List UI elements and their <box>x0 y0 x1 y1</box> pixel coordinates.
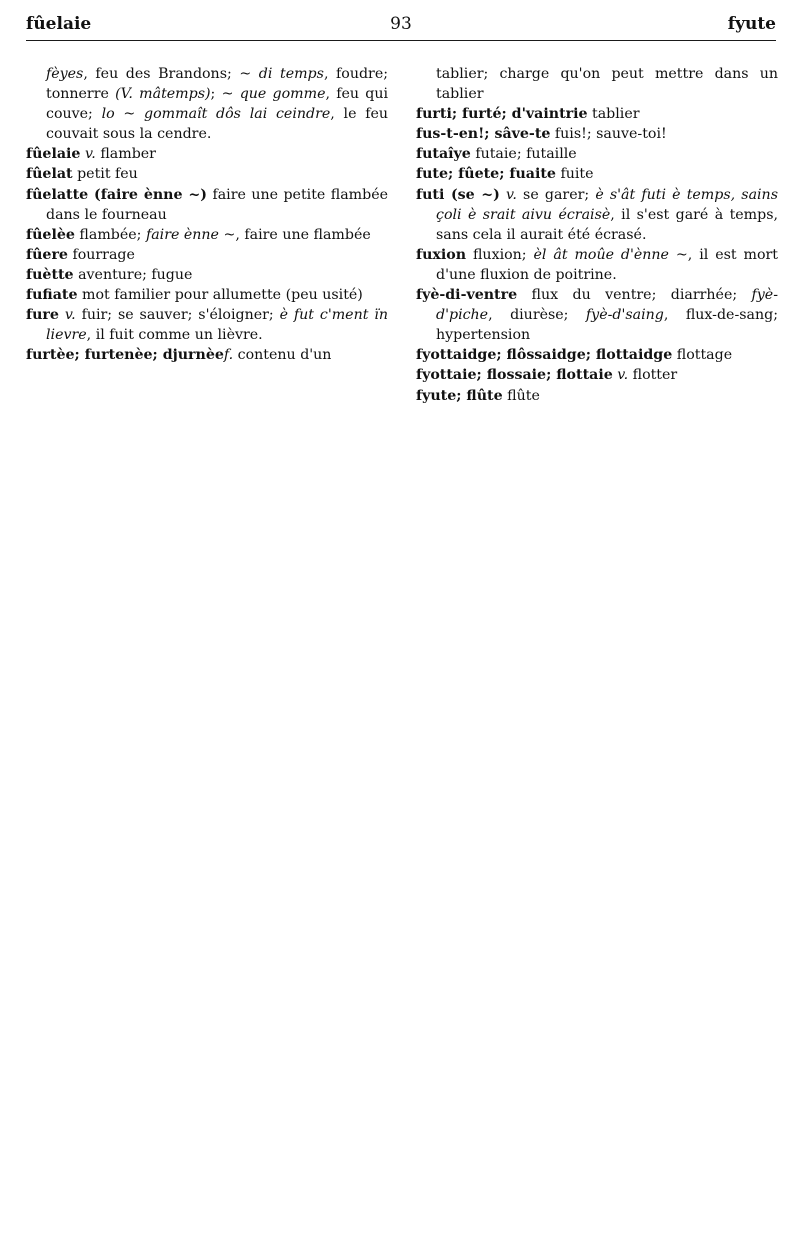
example-text: faire ènne ~ <box>145 226 236 243</box>
dictionary-entry <box>26 285 388 305</box>
definition-text: aventure; fugue <box>73 266 193 283</box>
headword: fûelèe <box>26 226 75 243</box>
example-text: fyè-d'saing <box>585 307 664 324</box>
headword: fus-t-en!; sâve-te <box>416 126 551 143</box>
right-column <box>416 64 778 406</box>
definition-text: tablier <box>587 106 640 123</box>
definition-text: petit feu <box>72 166 138 183</box>
translation-text: , il fuit comme un lièvre. <box>86 327 263 344</box>
cross-reference: (V. mâtemps) <box>115 86 211 103</box>
part-of-speech: v. <box>499 186 517 203</box>
headword: furti; furté; d'vaintrie <box>416 106 588 123</box>
part-of-speech: v. <box>80 146 96 163</box>
translation-text: , il est mort d'une fluxion de poitrine. <box>436 246 778 283</box>
headword: fyottaie; flossaie; flottaie <box>416 367 613 384</box>
dictionary-entry <box>26 185 388 225</box>
headword: fûere <box>26 246 68 263</box>
headword: fûelaie <box>26 146 81 163</box>
dictionary-entry <box>416 365 778 385</box>
translation-text: , il s'est garé à temps, sans cela il aurait été écrasé. <box>436 206 779 243</box>
definition-text: contenu d'un <box>233 347 332 364</box>
definition-text: fuite <box>555 166 594 183</box>
dictionary-entry <box>26 164 388 184</box>
translation-text: , le feu couvait sous la cendre. <box>46 106 389 143</box>
left-column <box>26 64 388 365</box>
example-text: fyè-d'piche <box>436 287 778 324</box>
definition-text: fuir; se sauver; s'éloigner; <box>75 307 280 324</box>
definition-text: , foudre; tonnerre <box>46 66 388 103</box>
example-text: ~ que gomme <box>221 86 326 103</box>
part-of-speech: v. <box>58 307 76 324</box>
definition-text: flambée; <box>74 226 146 243</box>
headword: fyè-di-ventre <box>416 287 518 304</box>
definition-text: mot familier pour allumette (peu usité) <box>77 287 363 304</box>
headword: fufiate <box>26 287 78 304</box>
entry-continuation <box>26 64 388 144</box>
example-text: ~ di temps <box>239 66 324 82</box>
dictionary-entry <box>26 245 388 265</box>
headword: fyottaidge; flôssaidge; flottaidge <box>416 347 673 364</box>
headword: fyute; flûte <box>416 387 503 404</box>
definition-text: , feu des Brandons; <box>83 66 240 82</box>
headword: futaîye <box>416 146 471 163</box>
headword: fute; fûete; fuaite <box>416 166 556 183</box>
example-text: lo ~ gommaît dôs lai ceindre <box>101 106 331 123</box>
definition-text: flûte <box>502 387 540 404</box>
dictionary-entry <box>416 245 778 285</box>
translation-text: , flux-de-sang; hypertension <box>436 307 778 344</box>
page-number: 93 <box>390 14 412 34</box>
dictionary-entry <box>26 225 388 245</box>
example-text: è fut c'ment ïn lievre <box>46 307 388 344</box>
headword: fuètte <box>26 266 74 283</box>
definition-text: faire une petite flambée dans le fourneau <box>46 186 388 223</box>
headword: fuxion <box>416 246 467 263</box>
running-head-left: fûelaie <box>26 14 92 34</box>
dictionary-entry <box>416 285 778 345</box>
dictionary-entry <box>416 345 778 365</box>
part-of-speech: v. <box>612 367 629 384</box>
part-of-speech: f. <box>223 347 234 364</box>
dictionary-entry <box>416 386 778 406</box>
headword: fûelatte (faire ènne ~) <box>26 186 208 203</box>
definition-text: fluxion; <box>466 246 534 263</box>
definition-text: futaie; futaille <box>470 146 577 163</box>
definition-text: fourrage <box>67 246 135 263</box>
dictionary-entry <box>26 345 388 365</box>
definition-text: fuis!; sauve-toi! <box>550 126 667 143</box>
headword: fûelat <box>26 166 73 183</box>
headword: futi (se ~) <box>416 186 500 203</box>
dictionary-entry <box>26 144 388 164</box>
dictionary-entry <box>26 305 388 345</box>
definition-text: , feu qui couve; <box>46 86 388 123</box>
dictionary-entry <box>416 164 778 184</box>
definition-text: flotter <box>628 367 678 384</box>
example-text: è s'ât futi è temps, sains çoli è srait aivu écraisè <box>436 186 778 223</box>
dictionary-entry <box>416 104 778 124</box>
definition-text: flamber <box>95 146 156 163</box>
headword: furtèe; furtenèe; djurnèe <box>26 347 224 364</box>
headword: fure <box>26 307 59 324</box>
definition-text: flottage <box>672 347 733 364</box>
translation-text: , faire une flambée <box>235 226 371 243</box>
running-head-right: fyute <box>727 14 776 34</box>
definition-text: se garer; <box>516 186 596 203</box>
definition-text: flux du ventre; diarrhée; <box>517 287 752 304</box>
definition-text: , diurèse; <box>488 307 586 324</box>
dictionary-entry <box>26 265 388 285</box>
example-text: èl ât moûe d'ènne ~ <box>533 246 688 263</box>
dictionary-entry <box>416 144 778 164</box>
page-header <box>26 12 776 41</box>
entry-continuation: tablier; charge qu'on peut mettre dans un tablier <box>436 66 778 103</box>
definition-text: ; <box>210 86 222 103</box>
example-text: fèyes <box>46 66 84 82</box>
dictionary-entry <box>416 124 778 144</box>
dictionary-entry <box>416 185 778 245</box>
